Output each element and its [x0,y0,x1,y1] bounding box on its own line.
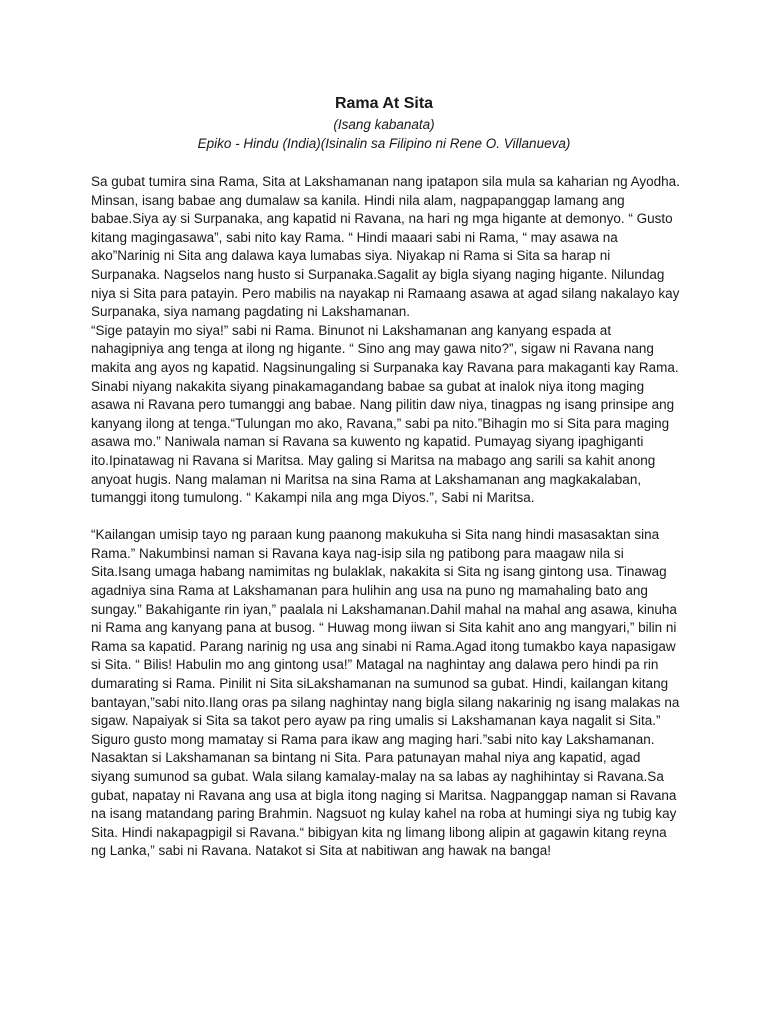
document-body [91,173,683,861]
paragraph: “Sige patayin mo siya!” sabi ni Rama. Binunot ni Lakshamanan ang kanyang espada at nahagipniya ang tenga at ilong ng higante. “ Sino ang may gawa nito?”, sigaw ni Ravana nang makita ang ayos ng kapatid. Nagsinungaling si Surpanaka kay Ravana para makaganti kay Rama. Sinabi niyang nakakita siyang pinakamagandang babae sa gubat at inalok niya itong maging asawa ni Ravana pero tumanggi ang babae. Nang pilitin daw niya, tinagpas ng isang prinsipe ang kanyang ilong at tenga.“Tulungan mo ako, Ravana,” sabi pa nito.”Bihagin mo si Sita para maging asawa mo.” Naniwala naman si Ravana sa kuwento ng kapatid. Pumayag siyang ipaghiganti ito.Ipinatawag ni Ravana si Maritsa. May galing si Maritsa na mabago ang sarili sa kahit anong anyoat hugis. Nang malaman ni Maritsa na sina Rama at Lakshamanan ang magkakalaban, tumanggi itong tumulong. “ Kakampi nila ang mga Diyos.”, Sabi ni Maritsa. [91,322,679,506]
document-byline: Epiko - Hindu (India)(Isinalin sa Filipino ni Rene O. Villanueva) [197,136,571,151]
document-subtitle: (Isang kabanata) [333,117,435,132]
paragraph: Sa gubat tumira sina Rama, Sita at Lakshamanan nang ipatapon sila mula sa kaharian ng Ayodha. Minsan, isang babae ang dumalaw sa kanila. Hindi nila alam, nagpapanggap lamang ang babae.Siya ay si Surpanaka, ang kapatid ni Ravana, na hari ng mga higante at demonyo. “ Gusto kitang magingasawa”, sabi nito kay Rama. “ Hindi maaari sabi ni Rama, “ may asawa na ako”Narinig ni Sita ang dalawa kaya lumabas siya. Niyakap ni Rama si Sita sa harap ni Surpanaka. Nagselos nang husto si Surpanaka.Sagalit ay bigla siyang naging higante. Nilundag niya si Sita para patayin. Pero mabilis na nayakap ni Ramaang asawa at agad silang nakalayo kay Surpanaka, siya namang pagdating ni Lakshamanan. [91,174,680,320]
document-title: Rama At Sita [334,95,434,112]
paragraph: “Kailangan umisip tayo ng paraan kung paanong makukuha si Sita nang hindi masasaktan sina Rama.” Nakumbinsi naman si Ravana kaya nag-isip sila ng patibong para maagaw nila si Sita.Isang umaga habang namimitas ng bulaklak, nakakita si Sita ng isang gintong usa. Tinawag agadniya sina Rama at Lakshamanan para hulihin ang usa na puno ng mamahaling bato ang sungay.” Bakahigante rin iyan,” paalala ni Lakshamanan.Dahil mahal na mahal ang asawa, kinuha ni Rama ang kanyang pana at busog. “ Huwag mong iiwan si Sita kahit ano ang mangyari,” bilin ni Rama sa kapatid. Parang narinig ng usa ang sinabi ni Rama.Agad itong tumakbo kaya napasigaw si Sita. “ Bilis! Habulin mo ang gintong usa!” Matagal na naghintay ang dalawa pero hindi pa rin dumarating si Rama. Pinilit ni Sita siLakshamanan na sumunod sa gubat. Hindi, kailangan kitang bantayan,”sabi nito.Ilang oras pa silang naghintay nang bigla silang nakarinig ng isang malakas na sigaw. Napaiyak si Sita sa takot pero ayaw pa ring umalis si Lakshamanan kaya nagalit si Sita.” Siguro gusto mong mamatay si Rama para ikaw ang maging hari.”sabi nito kay Lakshamanan. Nasaktan si Lakshamanan sa bintang ni Sita. Para patunayan mahal niya ang kapatid, agad siyang sumunod sa gubat. Wala silang kamalay-malay na sa labas ay naghihintay si Ravana.Sa gubat, napatay ni Ravana ang usa at bigla itong naging si Maritsa. Nagpanggap naman si Ravana na isang matandang paring Brahmin. Nagsuot ng kulay kahel na roba at humingi siya ng tubig kay Sita. Hindi nakapagpigil si Ravana.“ bibigyan kita ng limang libong alipin at gagawin kitang reyna ng Lanka,” sabi ni Ravana. Natakot si Sita at nabitiwan ang hawak na banga! [91,527,680,859]
